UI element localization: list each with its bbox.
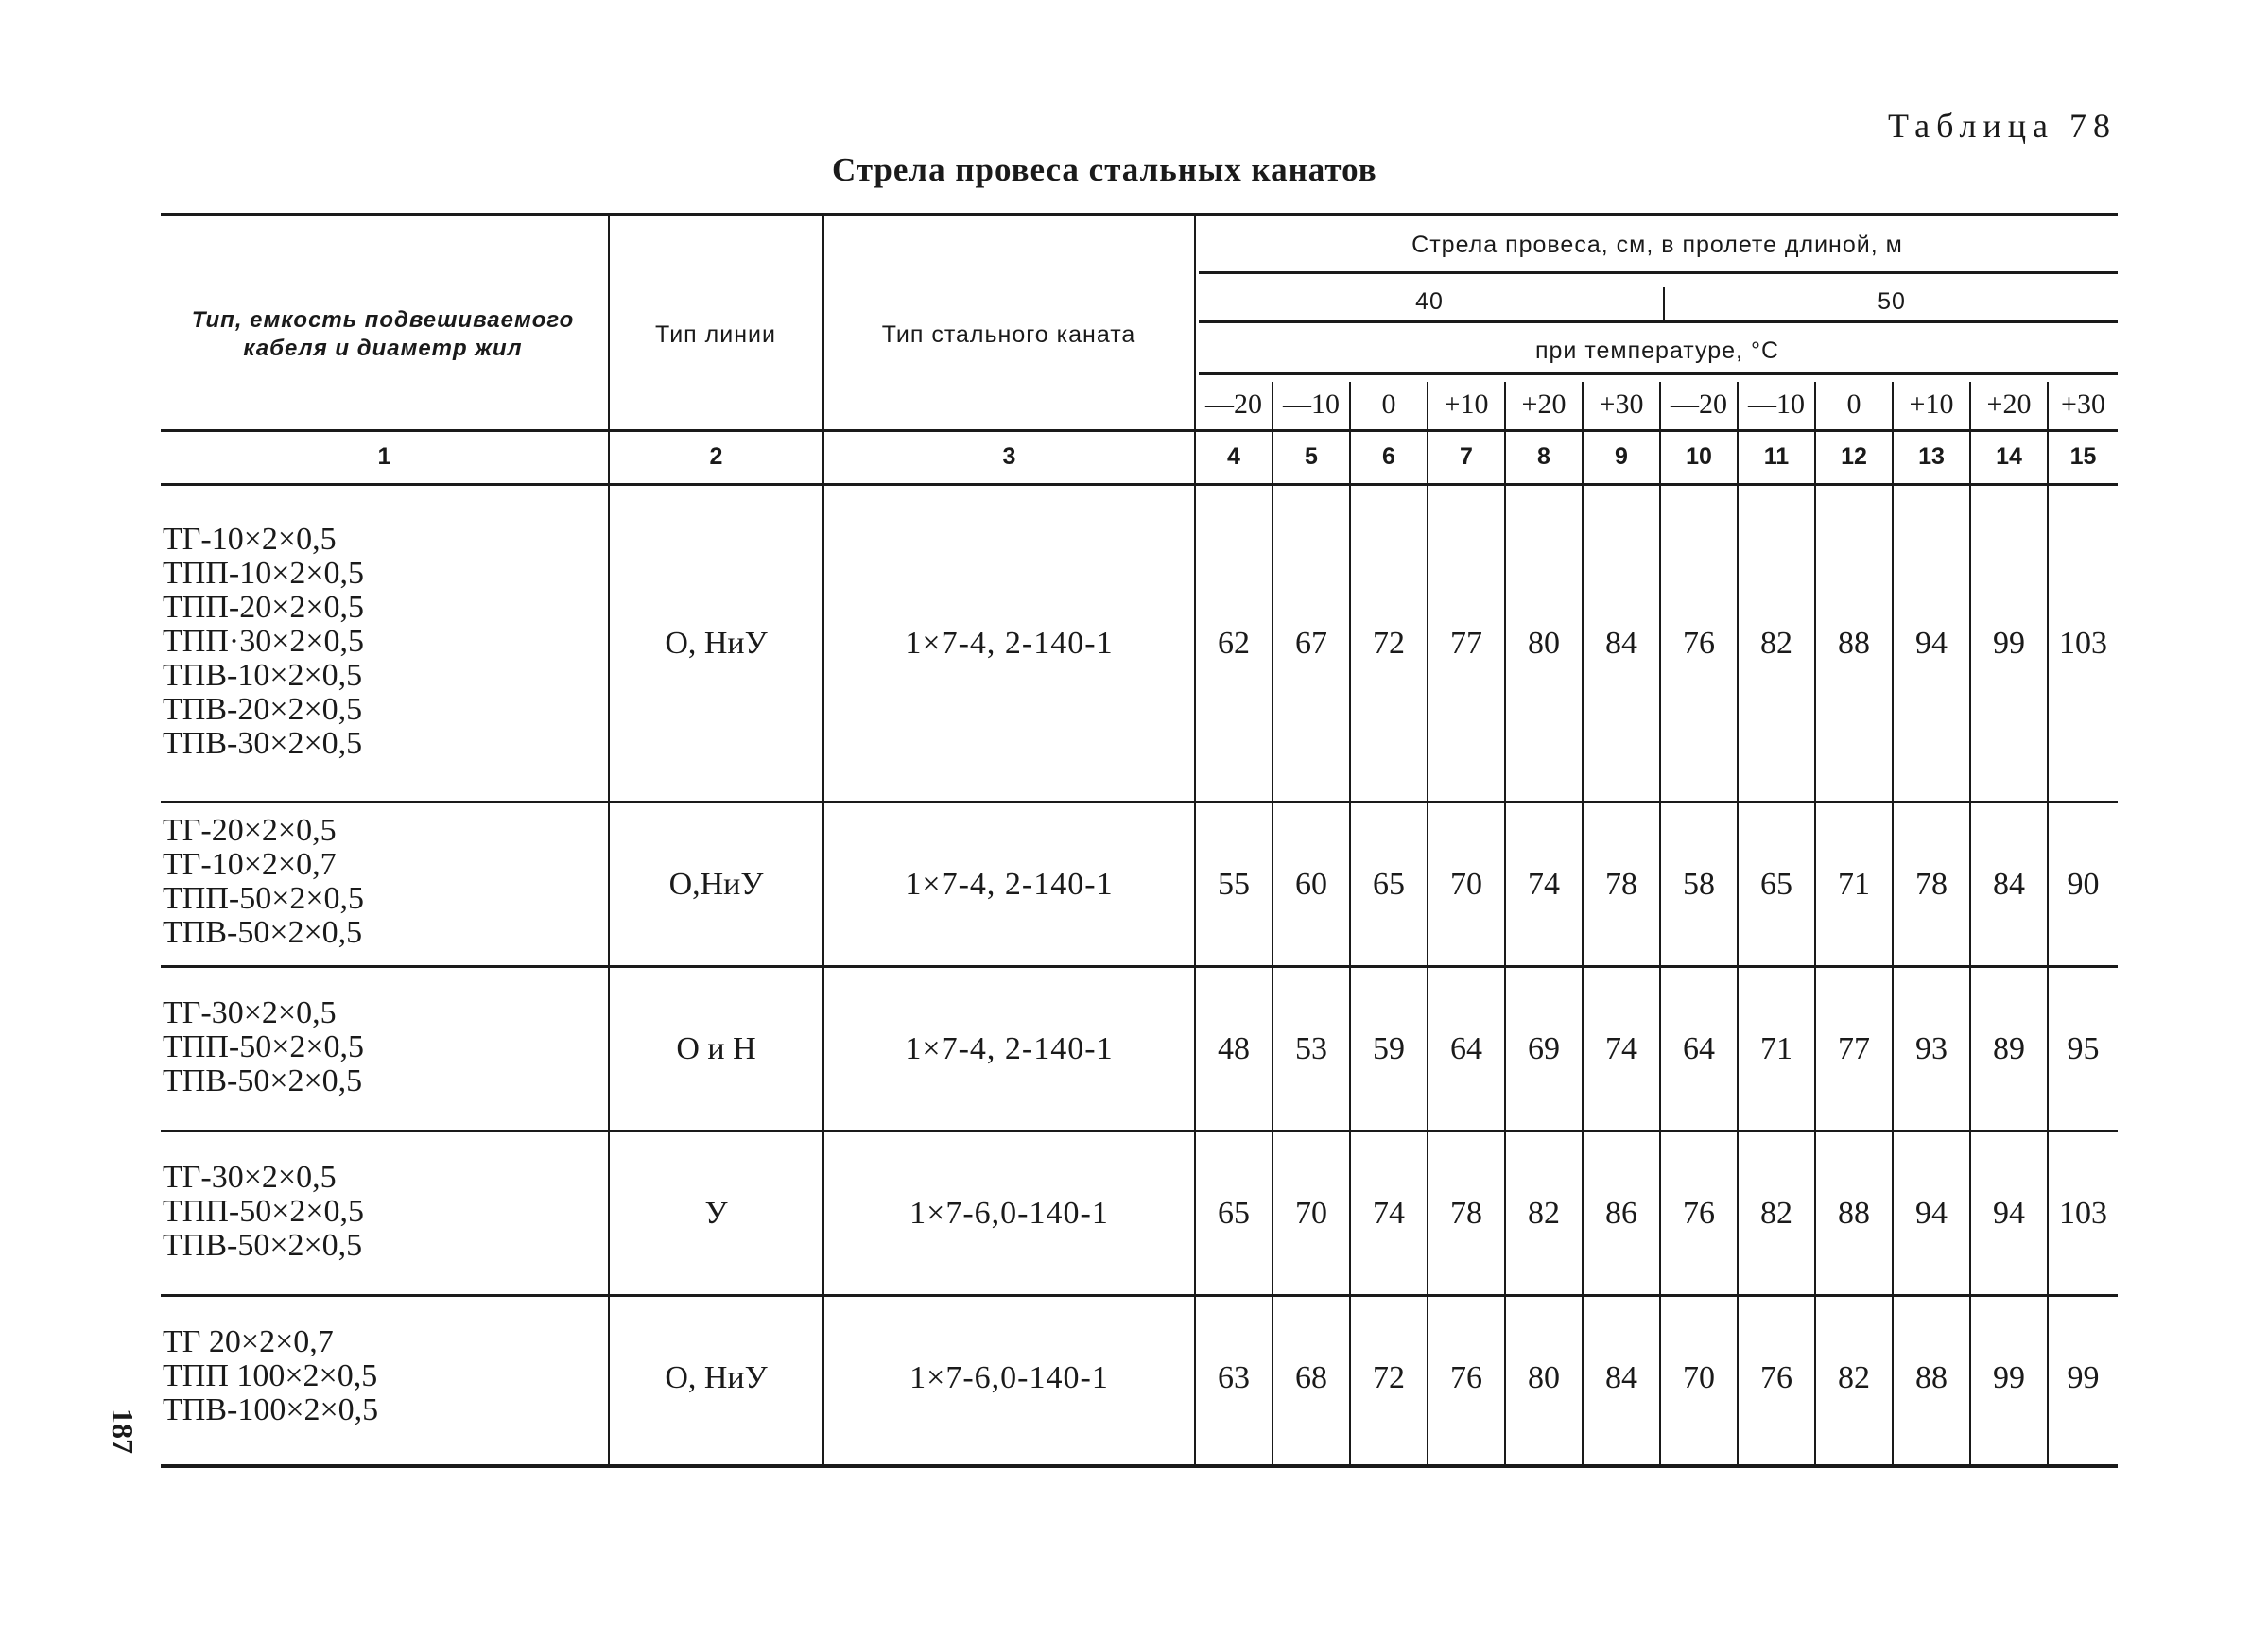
- sag-value: 65: [1218, 1195, 1250, 1231]
- header-temp-caption: при температуре, °С: [1534, 337, 1779, 364]
- header-sag-caption: Стрела провеса, см, в пролете длиной, м: [1411, 231, 1903, 258]
- temp-cell: +20: [1521, 389, 1567, 420]
- column-number: 5: [1305, 442, 1318, 470]
- sag-value: 82: [1528, 1195, 1560, 1231]
- sag-value: 63: [1218, 1359, 1250, 1395]
- sag-value: 76: [1450, 1359, 1482, 1395]
- sag-value: 77: [1838, 1030, 1870, 1066]
- cable-list: [161, 1325, 593, 1427]
- cable-entry: ТПП 100×2×0,5: [163, 1358, 378, 1393]
- sag-value: 48: [1218, 1030, 1250, 1066]
- sag-value: 103: [2059, 625, 2107, 661]
- temp-cell: +20: [1986, 389, 2032, 420]
- sag-value: 95: [2067, 1030, 2100, 1066]
- column-number: 13: [1918, 442, 1945, 470]
- sag-value: 99: [1993, 625, 2025, 661]
- temp-cell: +30: [1599, 389, 1644, 420]
- rope-type-cell: 1×7-6,0-140-1: [909, 1195, 1109, 1231]
- sag-value: 74: [1373, 1195, 1405, 1231]
- temp-cell: —20: [1671, 389, 1727, 420]
- cable-entry: ТГ-10×2×0,7: [163, 847, 337, 882]
- sag-value: 93: [1915, 1030, 1948, 1066]
- sag-value: 64: [1683, 1030, 1715, 1066]
- column-number: 3: [1002, 442, 1016, 470]
- rule-caption: [1199, 271, 2118, 274]
- cable-entry: ТПВ-50×2×0,5: [163, 1228, 363, 1263]
- sag-value: 74: [1528, 866, 1560, 902]
- cable-entry: ТПВ-50×2×0,5: [163, 1063, 363, 1098]
- sag-value: 103: [2059, 1195, 2107, 1231]
- temp-cell: +10: [1909, 389, 1954, 420]
- header-span-40: 40: [1415, 287, 1444, 315]
- cable-entry: ТПП-50×2×0,5: [163, 1029, 365, 1064]
- line-type-cell: О,НиУ: [668, 866, 764, 902]
- rule-temp: [1199, 372, 2118, 375]
- column-number: 11: [1763, 442, 1790, 470]
- cable-list: [161, 1161, 593, 1263]
- sag-value: 71: [1760, 1030, 1792, 1066]
- temp-cell: —10: [1748, 389, 1805, 420]
- sag-value: 76: [1760, 1359, 1792, 1395]
- sag-value: 99: [2067, 1359, 2100, 1395]
- sag-value: 64: [1450, 1030, 1482, 1066]
- sag-value: 78: [1605, 866, 1637, 902]
- page-number: 187: [106, 1408, 140, 1454]
- rope-type-cell: 1×7-4, 2-140-1: [905, 1030, 1114, 1066]
- sag-value: 80: [1528, 1359, 1560, 1395]
- cable-entry: ТПВ-100×2×0,5: [163, 1392, 379, 1427]
- cable-list: [161, 814, 593, 950]
- sag-value: 77: [1450, 625, 1482, 661]
- temp-cell: +30: [2061, 389, 2105, 420]
- temp-cell: 0: [1381, 389, 1396, 420]
- rope-type-cell: 1×7-4, 2-140-1: [905, 866, 1114, 902]
- rope-type-cell: 1×7-6,0-140-1: [909, 1359, 1109, 1395]
- cable-entry: ТГ-20×2×0,5: [163, 813, 337, 848]
- sag-value: 84: [1605, 625, 1637, 661]
- rule-span: [1199, 320, 2118, 323]
- cable-entry: ТПП-10×2×0,5: [163, 556, 365, 591]
- sag-value: 72: [1373, 625, 1405, 661]
- sag-value: 82: [1760, 1195, 1792, 1231]
- sag-value: 62: [1218, 625, 1250, 661]
- sag-value: 89: [1993, 1030, 2025, 1066]
- sag-value: 70: [1683, 1359, 1715, 1395]
- header-span-50: 50: [1878, 287, 1906, 315]
- sag-value: 90: [2067, 866, 2100, 902]
- sag-value: 78: [1450, 1195, 1482, 1231]
- sag-value: 67: [1295, 625, 1327, 661]
- cable-list: [161, 996, 593, 1098]
- sag-value: 58: [1683, 866, 1715, 902]
- sag-value: 80: [1528, 625, 1560, 661]
- column-number: 9: [1615, 442, 1628, 470]
- sag-value: 78: [1915, 866, 1948, 902]
- sag-value: 94: [1915, 625, 1948, 661]
- page-title: Стрела провеса стальных канатов: [832, 151, 1377, 188]
- cable-entry: ТПВ-30×2×0,5: [163, 726, 363, 761]
- cable-entry: ТПВ-50×2×0,5: [163, 915, 363, 950]
- cable-entry: ТПП-50×2×0,5: [163, 881, 365, 916]
- column-number: 4: [1227, 442, 1240, 470]
- sag-value: 99: [1993, 1359, 2025, 1395]
- cable-entry: ТПП·30×2×0,5: [163, 624, 365, 659]
- header-line-type: Тип линии: [655, 321, 776, 348]
- sag-value: 72: [1373, 1359, 1405, 1395]
- cable-list: [161, 523, 593, 761]
- line-type-cell: У: [704, 1195, 728, 1231]
- header-cable: Тип, емкость подвешиваемого кабеля и диаметр жил: [191, 307, 575, 361]
- temp-cell: —20: [1205, 389, 1262, 420]
- sag-value: 88: [1838, 1195, 1870, 1231]
- cable-entry: ТГ-30×2×0,5: [163, 995, 337, 1030]
- header-rope-type: Тип стального каната: [881, 321, 1136, 348]
- column-number: 15: [2069, 442, 2097, 470]
- cable-entry: ТПП-50×2×0,5: [163, 1194, 365, 1229]
- column-number: 10: [1686, 442, 1712, 470]
- sag-value: 94: [1915, 1195, 1948, 1231]
- cable-entry: ТГ-10×2×0,5: [163, 522, 337, 557]
- sag-value: 86: [1605, 1195, 1637, 1231]
- sag-table: [161, 213, 2118, 1468]
- cable-entry: ТПП-20×2×0,5: [163, 590, 365, 625]
- sag-value: 65: [1760, 866, 1792, 902]
- cable-entry: ТПВ-10×2×0,5: [163, 658, 363, 693]
- column-number: 1: [377, 442, 391, 470]
- table-label: Таблица 78: [1888, 107, 2117, 145]
- sag-value: 60: [1295, 866, 1327, 902]
- sag-value: 65: [1373, 866, 1405, 902]
- line-type-cell: О и Н: [676, 1030, 756, 1066]
- sag-value: 68: [1295, 1359, 1327, 1395]
- column-number: 8: [1537, 442, 1550, 470]
- sag-value: 59: [1373, 1030, 1405, 1066]
- line-type-cell: О, НиУ: [665, 625, 768, 661]
- sag-value: 84: [1605, 1359, 1637, 1395]
- sag-value: 70: [1450, 866, 1482, 902]
- temp-cell: 0: [1846, 389, 1861, 420]
- sag-value: 84: [1993, 866, 2025, 902]
- sag-value: 82: [1838, 1359, 1870, 1395]
- sag-value: 88: [1915, 1359, 1948, 1395]
- sag-value: 74: [1605, 1030, 1637, 1066]
- line-type-cell: О, НиУ: [665, 1359, 768, 1395]
- column-number: 6: [1382, 442, 1395, 470]
- sag-value: 82: [1760, 625, 1792, 661]
- rope-type-cell: 1×7-4, 2-140-1: [905, 625, 1114, 661]
- sag-value: 88: [1838, 625, 1870, 661]
- temp-cell: —10: [1283, 389, 1340, 420]
- sag-value: 55: [1218, 866, 1250, 902]
- column-number: 2: [709, 442, 723, 470]
- sag-value: 70: [1295, 1195, 1327, 1231]
- sag-value: 71: [1838, 866, 1870, 902]
- cable-entry: ТГ 20×2×0,7: [163, 1324, 334, 1359]
- sag-value: 53: [1295, 1030, 1327, 1066]
- sag-value: 94: [1993, 1195, 2025, 1231]
- sag-value: 69: [1528, 1030, 1560, 1066]
- column-number: 14: [1996, 442, 2022, 470]
- column-number: 7: [1460, 442, 1473, 470]
- cable-entry: ТПВ-20×2×0,5: [163, 692, 363, 727]
- sag-value: 76: [1683, 1195, 1715, 1231]
- column-number: 12: [1841, 442, 1867, 470]
- cable-entry: ТГ-30×2×0,5: [163, 1160, 337, 1195]
- rule-span-split: [1663, 287, 1665, 320]
- sag-value: 76: [1683, 625, 1715, 661]
- temp-cell: +10: [1444, 389, 1489, 420]
